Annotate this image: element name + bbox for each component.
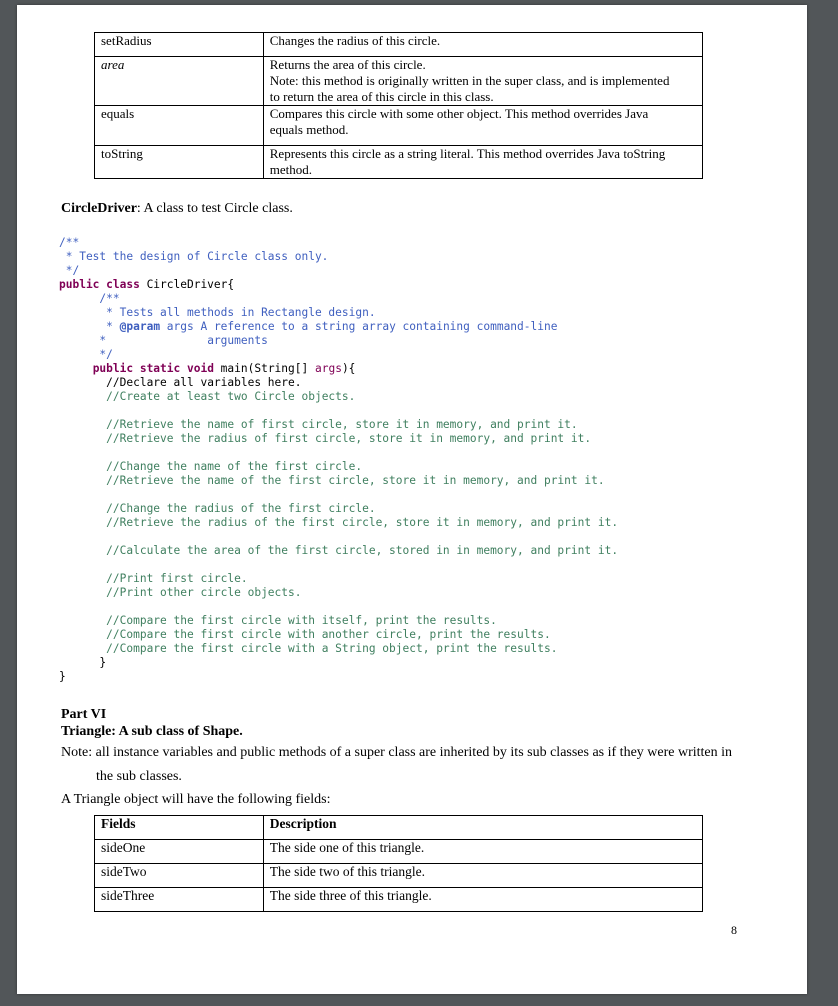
code-line: * Tests all methods in Rectangle design.	[99, 306, 376, 319]
table-row	[95, 888, 703, 912]
part-title: Part VI	[61, 707, 107, 722]
desc-line: method.	[269, 162, 313, 177]
fields-intro: A Triangle object will have the following fields:	[61, 792, 331, 807]
method-name-cell: toString	[95, 146, 264, 179]
desc-line: Note: this method is originally written in the super class, and is implemented	[269, 73, 670, 88]
field-desc-cell: The side two of this triangle.	[263, 864, 702, 888]
code-line: //Retrieve the radius of the first circle, store it in memory, and print it.	[106, 516, 619, 529]
desc-line: Changes the radius of this circle.	[269, 33, 441, 48]
code-line: /**	[99, 292, 120, 305]
note-line: the sub classes.	[96, 769, 182, 784]
code-line: //Retrieve the name of first circle, store it in memory, and print it.	[106, 418, 578, 431]
circle-methods-table	[94, 32, 703, 179]
code-keyword: public class	[59, 278, 140, 291]
field-desc-cell: The side one of this triangle.	[263, 840, 702, 864]
table-header-cell: Fields	[95, 816, 264, 840]
method-desc-cell	[263, 146, 702, 179]
code-line: args A reference to a string array containing command-line	[160, 320, 558, 333]
code-line: //Declare all variables here.	[106, 376, 302, 389]
circle-driver-title: CircleDriver	[61, 201, 137, 216]
desc-line: equals method.	[269, 122, 349, 137]
code-line: * Test the design of Circle class only.	[59, 250, 329, 263]
code-line: //Compare the first circle with a String object, print the results.	[106, 642, 558, 655]
table-row	[95, 864, 703, 888]
table-row	[95, 33, 703, 57]
code-line: }	[59, 670, 66, 683]
code-line: }	[99, 656, 107, 669]
method-desc-cell	[263, 57, 702, 106]
circle-driver-heading	[61, 200, 293, 217]
code-line: //Compare the first circle with itself, print the results.	[106, 614, 497, 627]
circle-driver-desc: : A class to test Circle class.	[136, 201, 293, 216]
part-subtitle: Triangle: A sub class of Shape.	[61, 724, 243, 739]
triangle-fields-table	[94, 815, 703, 912]
code-line: //Change the name of the first circle.	[106, 460, 363, 473]
table-row	[95, 57, 703, 106]
code-param-tag: @param	[119, 320, 161, 333]
code-param: args	[314, 362, 342, 375]
document-page	[17, 5, 807, 994]
code-line: ){	[341, 362, 356, 375]
table-row	[95, 840, 703, 864]
code-line: main(String[]	[213, 362, 315, 375]
code-line: //Retrieve the name of the first circle, store it in memory, and print it.	[106, 474, 605, 487]
code-line: //Retrieve the radius of first circle, store it in memory, and print it.	[106, 432, 592, 445]
code-line: *	[99, 320, 120, 333]
method-name-cell: equals	[95, 106, 264, 146]
method-name-cell: area	[95, 57, 264, 106]
table-row	[95, 106, 703, 146]
field-name-cell: sideThree	[95, 888, 264, 912]
code-line: */	[59, 264, 80, 277]
code-keyword: public static void	[92, 362, 214, 375]
desc-line: Represents this circle as a string literal. This method overrides Java toString	[269, 146, 666, 161]
table-header-row	[95, 816, 703, 840]
code-line: /**	[59, 236, 80, 249]
desc-line: to return the area of this circle in this class.	[269, 89, 494, 104]
method-name-cell: setRadius	[95, 33, 264, 57]
desc-line: Returns the area of this circle.	[269, 57, 426, 72]
code-line: //Compare the first circle with another circle, print the results.	[106, 628, 551, 641]
note-line: Note: all instance variables and public methods of a super class are inherited by its sub classes as if they were written in	[61, 745, 733, 760]
code-line: //Print other circle objects.	[106, 586, 302, 599]
page-number: 8	[731, 923, 737, 937]
code-class-name: CircleDriver{	[139, 278, 235, 291]
method-desc-cell	[263, 33, 702, 57]
field-desc-cell: The side three of this triangle.	[263, 888, 702, 912]
code-line: //Change the radius of the first circle.	[106, 502, 376, 515]
table-header-cell: Description	[263, 816, 702, 840]
desc-line: Compares this circle with some other object. This method overrides Java	[269, 106, 649, 121]
code-line: */	[99, 348, 113, 361]
code-line: * arguments	[99, 334, 268, 347]
code-line: //Calculate the area of the first circle, stored in in memory, and print it.	[106, 544, 619, 557]
field-name-cell: sideOne	[95, 840, 264, 864]
code-line: //Create at least two Circle objects.	[106, 390, 356, 403]
code-line: //Print first circle.	[106, 572, 248, 585]
method-desc-cell	[263, 106, 702, 146]
field-name-cell: sideTwo	[95, 864, 264, 888]
code-block	[59, 236, 618, 684]
table-row	[95, 146, 703, 179]
